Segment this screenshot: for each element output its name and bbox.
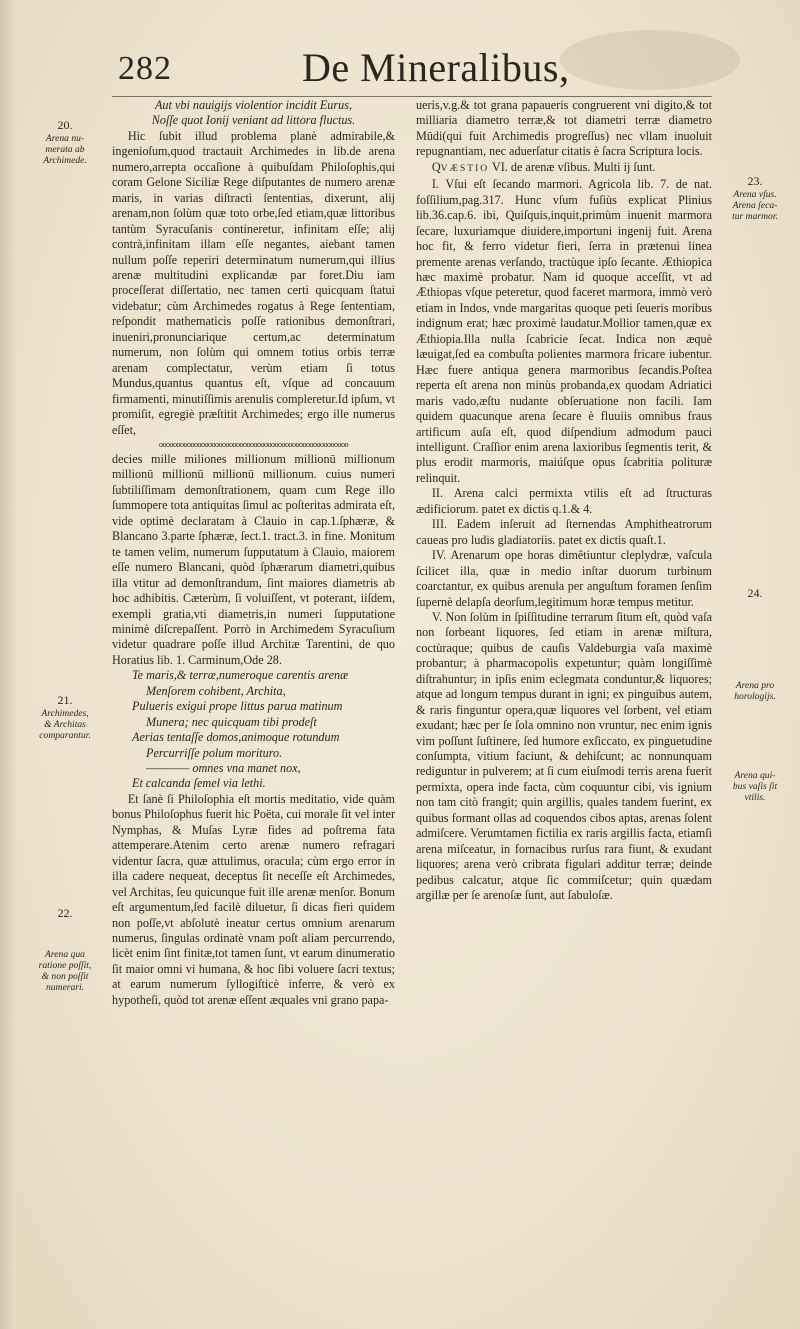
paragraph: Et ſanè ſi Philoſophia eſt mortis meditatio, vide quàm bonus Philoſophus fuerit hic Poëta, cui morale ſit vel inter Nymphas, & Muſas Lyræ fides ad poſtrema fata attemperare.Atenim certo arenæ numero refragari videntur ſacra, quæ attulimus, oracula; cùm ergo error in illa cadere nequeat, deceptus ſit neceſſe eſt Archimedes, vel Architas, ſeu quicunque fuit ille arenæ menſor. Bonum eſt argumentum,ſed facilè diluetur, ſi dicas fieri quidem non poſſe,vt abſolutè ineatur certus omnium arenarum numerus, ſingulas ordinatè vnam poſt aliam percurrendo, licèt enim ſint finitæ,tot tamen ſunt, vt earum dinumeratio ſit maior omni vi humana, & hoc ſibi voluere ſacri textus; at earum numerum ſyllogiſticè inferre, & verò ex hypotheſi, quòd tot arenæ eſſent æquales vni grano papa- xyxy=(112,791,395,1007)
number-digits-row: oooooooooooooooooooooooooooooooooooooooooooooooooooooo xyxy=(159,439,348,449)
margin-note xyxy=(30,695,100,741)
page-header xyxy=(0,44,800,94)
paragraph: decies mille miliones millionum millionū millionum millionū millionū millionū millionum. cuius numeri ſubtiliſſimam demonſtrationem, quam cum Rege illo ſummopere tota antiquitas ſimul ac poſteritas admirata eſt, vide optimè declaratam à Clauio in cap.1.ſphæræ, & Blancano 3.parte ſphæræ, ſect.1. tract.3. in fine. Monitum te tamen velim, numerum ſupputatum à Clauio, maiorem eſſe numero Blancani, quòd ſphærarum diametri,quibus illa vtitur ad demonſtrandum, ſint maiores diametris ab hoc adhibitis. Cæterùm, ſi voluiſſent, vt poterant, iiſdem, exempli gratia,vti diametris,in numeri ſupputatione minimè diſcrepaſſent. Porrò in Archimedem Syracuſium videtur quadrare poſſe illud Architæ Tarentini, de quo Horatius lib. 1. Carminum,Ode 28. xyxy=(112,451,395,667)
margin-note-line: comparantur. xyxy=(39,730,91,741)
paragraph: Hic ſubit illud problema planè admirabile,& ingenioſum,quod tractauit Archimedes in lib.de arena numero,arrepta occaſione à quibuſdam Philoſophis,qui coram Gelone Siciliæ Rege diſputantes de numero arenæ maris, in varias diſtractì ſententias, dixerunt, alij arenam,non ſolùm quæ toto orbe,ſed etiam,quæ littoribus tantùm Syracuſanis contineretur, infinitam eſſe; alij contrà,infinitam illam eſſe negantes, aiebant tamen nullum poſſe reperiri determinatum numerum,qui illius arenæ multitudini explicandæ par foret.Diu iam proceſſerat diſſertatio, nec tamen certi quicquam ſtatui videbatur; cùm Archimedes rogatus à Rege ſententiam, reſpondit mathematicis poſſe rationibus demonſtrari, inueniri,pronunciarique certum,ac determinatum numerum, non ſolùm qui omnem totius orbis terræ arenam complectatur, verùm etiam ſi totus Mundus,quantus quantus eſt, vſque ad concauum firmamenti, minutiſſimis arenulis compleretur.Id ipſum, vt promiſit, egregiè præſtitit Archimedes; ergo ille numerus eſſet, xyxy=(112,128,395,437)
verse-line: Pulueris exigui prope littus parua matinum xyxy=(132,699,343,714)
margin-note-number: 23. xyxy=(747,174,763,188)
margin-note-line: Arena ſeca- xyxy=(732,200,778,211)
margin-note-line: vtilis. xyxy=(744,792,766,803)
verse-line: Et calcanda ſemel via lethi. xyxy=(132,776,266,791)
margin-note-line: & non poſſit xyxy=(41,971,89,982)
margin-note-line: tur marmor. xyxy=(732,211,778,222)
margin-note-line: numerari. xyxy=(45,982,85,993)
margin-note-line: ratione poſſit, xyxy=(38,960,92,971)
margin-note-line: bus vaſis ſit xyxy=(732,781,778,792)
margin-note-line: Arena qui- xyxy=(734,770,776,781)
margin-note-line: Archimedes, xyxy=(41,708,89,719)
margin-note-line: merata ab xyxy=(45,144,85,155)
margin-note-line: & Architas xyxy=(44,719,86,730)
paragraph: I. Vſui eſt ſecando marmori. Agricola lib. 7. de nat. foſſilium,pag.317. Hunc vſum fuſiùs explicat Plinius lib.36.cap.6. ibi, Quiſquis,inquit,primùm inuenit marmora ſecare, luxuriamque diuidere,importuni ingenij fuit. Arena hoc fit, & ferro videtur fieri, ſerra in prætenui linea premente arenas verſando, tractùque ipſo ſecante. Æthiopica hæc maximè probatur. Nam id quoque acceſſit, vt ad Æthiopas vſque peteretur, quod faceret marmora, immò verò etiam in Indos, vnde margaritas quoque peti ſeueris moribus indignum erat; hæc proximè laudatur.Mollior tamen,quæ ex Æthiopia.Illa nulla ſcabricie ſecat. Indica non æquè læuigat,ſed ea combuſta polientes marmora fricare iubentur. Hæc fuere antiqua genera marmoribus ſecandis.Poſtea reperta eſt arena non minùs probanda,ex quodam Adriatici maris vado,æſtu nudante obſeruatione non facili. Iam quidem quacunque arena ſecare è fluuiis omnibus fraus artificum auſa eſt, quod diſpendium admodum pauci intelligunt. Craſſior enim arena laxioribus ſegmentis terit, & plus erodit marmoris, maiúſque opus ſcabritia polituræ relinquit. xyxy=(416,177,712,485)
verse-line: Aut vbi nauigijs violentior incidit Eurus, xyxy=(154,98,353,112)
margin-note-number: 21. xyxy=(57,693,73,707)
question-heading xyxy=(416,160,712,177)
margin-note-number: 24. xyxy=(747,586,763,600)
paragraph: V. Non ſolùm in ſpiſſitudine terrarum ſitum eſt, quòd vaſa non ſorbeant liquores, ſed etiam in arenæ miſtura, coctùraque; quibus de cauſis Valdeburgia vaſa maximè probantur; à pharmacopolis expetuntur; quàm longiſſimè diſtrahuntur; in ipſis enim eclegmata conduntur,& liquores; atque ad longum tempus durant in igni; ex pinguibus autem, & raris finguntur opera,quæ liquores vel ſorbent, vel etiam exudant; hæc per ſe ſola omnino non vruntur, nec enim ignis vim poſſunt ſuſtinere, ſed humore exſiccato, ex pinguetudine conſumpta, vitium faciunt, & dehiſcunt; ac nonnunquam rediguntur in pulverem; at ſi cum eiuſmodi terris arena fuerit permixta, opera inde facta, cùm coquuntur cibi, vis ignium non tam citò frangit; quin argillis, quales tandem fuerint, ex quibus formant ollas ad coquendos cibos aptas, arenas ſolent admiſcere. Verumtamen fictilia ex raris argillis facta, etiamſi arena miſceatur, in fornacibus rurſus rara fiunt, & exudant liquores; arena verò cribrata figulari additur terræ; deinde pedibus calcatur, atque ſic commiſcetur; quin quædam argillæ per ſe arenoſæ ſunt, aut ſabuloſæ. xyxy=(416,609,712,903)
margin-note-line: Arena pro xyxy=(735,680,775,691)
paragraph: ueris,v.g.& tot grana papaueris congruerent vni digito,& tot milliaria diametro terræ,& tot diametri terræ diametro Mūdi(qui fuit Archimedis progreſſus) nec vllam inuoluit repugnantiam, nec aduerſatur citatis è ſacra Scriptura locis. xyxy=(416,98,712,159)
verse-line: Menſorem cohibent, Archita, xyxy=(146,683,286,698)
margin-note-line: Arena nu- xyxy=(45,133,85,144)
margin-note-line: horologijs. xyxy=(734,691,776,702)
margin-note xyxy=(724,770,786,803)
verse-line: Noſſe quot Ionij veniant ad littora fluctus. xyxy=(151,113,356,128)
margin-note xyxy=(724,588,786,601)
question-initial: Q xyxy=(431,159,441,174)
margin-note xyxy=(724,176,786,222)
margin-note-line: Arena vſus. xyxy=(733,189,777,200)
running-head: De Mineralibus, xyxy=(302,45,570,90)
margin-note-number: 20. xyxy=(57,118,73,132)
page-binding-edge xyxy=(0,0,16,1329)
verse-line: Percurriſſe polum morituro. xyxy=(146,745,283,760)
verse-line: ———— omnes vna manet nox, xyxy=(146,761,301,776)
margin-note xyxy=(30,120,100,166)
margin-note-line: Arena qua xyxy=(45,949,85,960)
paragraph: III. Eadem inſeruit ad ſternendas Amphitheatrorum caueas pro ludis gladiatoriis. patet ex dictis quaſt.1. xyxy=(416,517,712,547)
left-column xyxy=(112,98,395,1008)
verse-line: Munera; nec quicquam tibi prodeſt xyxy=(146,714,317,729)
verse-line: Te maris,& terræ,numeroque carentis arenæ xyxy=(132,668,349,683)
horace-verse xyxy=(112,668,395,792)
margin-note-number: 22. xyxy=(57,906,73,920)
right-column xyxy=(416,98,712,904)
margin-note xyxy=(30,908,100,993)
verse-line: Aerias tentaſſe domos,animoque rotundum xyxy=(132,730,340,745)
page-number: 282 xyxy=(118,50,172,87)
question-caps: VÆSTIO xyxy=(440,163,490,174)
question-title: VI. de arenæ vſibus. Multi ij ſunt. xyxy=(489,159,656,174)
paragraph: II. Arena calci permixta vtilis eſt ad ſtructuras ædificiorum. patet ex dictis q.1.& 4. xyxy=(416,486,712,516)
paragraph: IV. Arenarum ope horas dimêtiuntur cleplydræ, vaſcula ſcilicet illa, quæ in medio inſtar duorum turbinum coarctantur, ex quibus arenula per anguſtum foramen ſenſim ſupernè delapſa deorſum,legitimum horæ tempus metitur. xyxy=(416,548,712,609)
margin-note xyxy=(724,680,786,702)
header-rule xyxy=(112,96,712,97)
margin-note-line: Archimede. xyxy=(43,155,87,166)
